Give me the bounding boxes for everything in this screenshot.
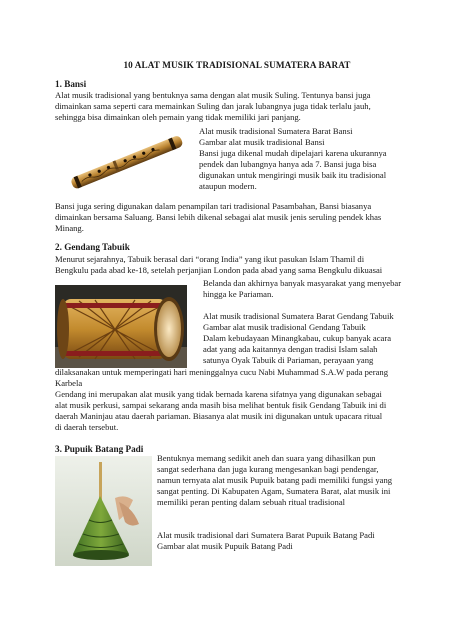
paragraph-line: Gendang ini merupakan alat musik yang tidak bernada karena sifatnya yang digunakan sebagai: [55, 389, 382, 399]
paragraph-line: Bengkulu pada abad ke-18, setelah perjanjian London pada abad yang sama Bengkulu dikuasai: [55, 265, 383, 275]
paragraph-line: memiliki peran penting dalam sebuah ritual tradisional: [157, 497, 346, 507]
gendang-tabuik-drum-image: [55, 285, 187, 368]
paragraph-line: Menurut sejarahnya, Tabuik berasal dari “orang India” yang ikut pasukan Islam Thamil di: [55, 254, 365, 264]
paragraph-line: daerah Maninjau atau daerah pariaman. Biasanya alat musik ini digunakan untuk upacara ritual: [55, 411, 383, 421]
paragraph-line: hingga ke Pariaman.: [203, 289, 274, 299]
paragraph-line: pendek dan lubangnya hanya ada 7. Bansi juga bisa: [199, 159, 377, 169]
paragraph-line: Bansi juga sering digunakan dalam penampilan tari tradisional Pasambahan, Bansi biasanya: [55, 201, 372, 211]
paragraph-line: Alat musik tradisional yang bentuknya sama dengan alat musik Suling. Tentunya bansi juga: [55, 90, 371, 100]
section-heading-gendang-tabuik: 2. Gendang Tabuik: [55, 242, 130, 252]
paragraph-line: namun ternyata alat musik Pupuik batang padi memiliki fungsi yang: [157, 475, 393, 485]
paragraph-line: dimainkan sama seperti cara memainkan Suling dan jarak lubangnya juga tidak terlalu jauh,: [55, 101, 371, 111]
image-caption: Alat musik tradisional Sumatera Barat Gendang Tabuik: [203, 311, 394, 321]
paragraph-line: di daerah tersebut.: [55, 422, 119, 432]
image-caption: Gambar alat musik tradisional Bansi: [199, 137, 325, 147]
pupuik-batang-padi-image: [55, 456, 152, 566]
paragraph-line: Karbela: [55, 378, 83, 388]
section-heading-bansi: 1. Bansi: [55, 79, 87, 89]
paragraph-line: sangat penting. Di Kabupaten Agam, Sumatera Barat, alat musik ini: [157, 486, 391, 496]
paragraph-line: sangat sederhana dan juga kurang mengesankan bagi pendengar,: [157, 464, 379, 474]
paragraph-line: Minang.: [55, 223, 84, 233]
paragraph-line: digunakan untuk mengiringi musik baik itu tradisional: [199, 170, 387, 180]
paragraph-line: dimainkan bersama Saluang. Bansi lebih dikenal sebagai alat musik jenis seruling pendek khas: [55, 212, 382, 222]
image-caption: Alat musik tradisional Sumatera Barat Bansi: [199, 126, 353, 136]
image-caption: Gambar alat musik Pupuik Batang Padi: [157, 541, 293, 551]
paragraph-line: adat yang ada kaitannya dengan tradisi Islam salah: [203, 344, 378, 354]
image-caption: Gambar alat musik tradisional Gendang Tabuik: [203, 322, 366, 332]
paragraph-line: sehingga bisa dimainkan oleh pemain yang tidak memiliki jari panjang.: [55, 112, 301, 122]
page-title: 10 ALAT MUSIK TRADISIONAL SUMATERA BARAT: [123, 60, 351, 70]
section-heading-pupuik-batang-padi: 3. Pupuik Batang Padi: [55, 444, 144, 454]
paragraph-line: Bansi juga dikenal mudah dipelajari karena ukurannya: [199, 148, 387, 158]
paragraph-line: Belanda dan akhirnya banyak masyarakat yang menyebar: [203, 278, 402, 288]
paragraph-line: satunya Oyak Tabuik di Pariaman, perayaan yang: [203, 355, 374, 365]
paragraph-line: dilaksanakan untuk memperingati hari meninggalnya cucu Nabi Muhammad S.A.W pada perang: [55, 367, 388, 377]
paragraph-line: Bentuknya memang sedikit aneh dan suara yang dihasilkan pun: [157, 453, 376, 463]
image-caption: Alat musik tradisional dari Sumatera Barat Pupuik Batang Padi: [157, 530, 375, 540]
bansi-flute-image: [64, 128, 186, 198]
paragraph-line: ataupun modern.: [199, 181, 257, 191]
paragraph-line: alat musik perkusi, sampai sekarang anda masih bisa melihat bentuk fisik Gendang Tabuik ini di: [55, 400, 387, 410]
paragraph-line: Dalam kebudayaan Minangkabau, cukup banyak acara: [203, 333, 392, 343]
